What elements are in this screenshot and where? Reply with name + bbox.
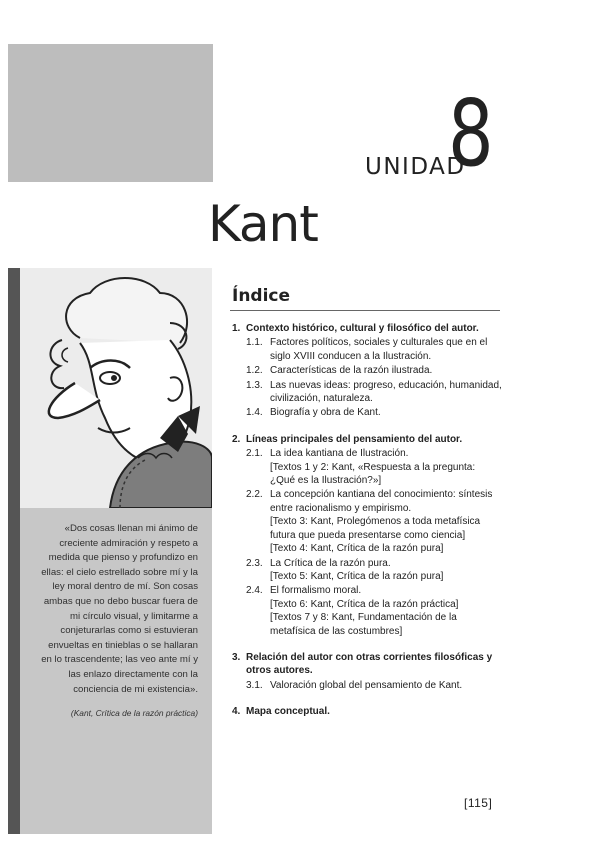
kant-quote: «Dos cosas llenan mi ánimo de creciente admiración y respeto a medida que pienso y profundizo en ellas: el cielo estrellado sobre mí y la ley moral dentro de mí. Son cosas ambas que no debo buscar fuera de mi círculo visual, y limitarme a conjeturarlas como si estuvieran envueltas en tinieblas o se hallaran en lo trascendente; las veo ante mí y las enlazo directamente con la conciencia de mi existencia». [41,523,198,695]
toc-item-1-1[interactable]: 1.1. Factores políticos, sociales y culturales que en el siglo XVIII conducen a la Ilustración. [246,337,488,362]
unit-number: 8 [448,80,494,187]
toc-text-ref: [Texto 3: Kant, Prolegómenos a toda metafísica futura que pueda presentarse como ciencia] [270,516,481,541]
index-divider [230,310,500,311]
toc-item-2-1[interactable]: 2.1. La idea kantiana de Ilustración. [246,448,409,460]
toc-item-2-2[interactable]: 2.2. La concepción kantiana del conocimiento: síntesis entre racionalismo y empirismo. [246,489,493,514]
toc-section-2[interactable]: 2. Líneas principales del pensamiento del autor. [232,433,463,445]
index-heading: Índice [232,286,291,306]
unit-label: UNIDAD [365,154,466,180]
toc-item-1-3[interactable]: 1.3. Las nuevas ideas: progreso, educación, humanidad, civilización, naturaleza. [246,379,502,405]
toc-text-ref: [Textos 1 y 2: Kant, «Respuesta a la pregunta: ¿Qué es la Ilustración?»] [270,461,476,487]
toc-text-ref: [Texto 6: Kant, Crítica de la razón práctica] [270,598,459,610]
toc-text-ref: [Texto 4: Kant, Crítica de la razón pura] [270,543,444,555]
page-number: [115] [464,796,493,810]
table-of-contents [232,322,502,719]
toc-item-2-4[interactable]: 2.4. El formalismo moral. [246,585,362,597]
kant-caricature [20,268,212,508]
toc-item-1-4[interactable]: 1.4. Biografía y obra de Kant. [246,407,381,419]
toc-section-3[interactable]: 3. Relación del autor con otras corrientes filosóficas y otros autores. [232,651,493,677]
toc-section-4[interactable]: 4. Mapa conceptual. [232,706,330,718]
toc-section-1[interactable]: 1. Contexto histórico, cultural y filosófico del autor. [232,323,479,334]
page-title: Kant [208,195,318,253]
quote-source: (Kant, Crítica de la razón práctica) [70,708,198,718]
header-gray-block [8,44,213,182]
toc-item-1-2[interactable]: 1.2. Características de la razón ilustrada. [246,365,433,377]
toc-item-2-3[interactable]: 2.3. La Crítica de la razón pura. [246,557,391,569]
toc-item-3-1[interactable]: 3.1. Valoración global del pensamiento de Kant. [246,679,463,691]
side-accent-bar [8,268,20,834]
toc-text-ref: [Textos 7 y 8: Kant, Fundamentación de la metafísica de las costumbres] [270,612,457,637]
toc-text-ref: [Texto 5: Kant, Crítica de la razón pura] [270,570,444,582]
